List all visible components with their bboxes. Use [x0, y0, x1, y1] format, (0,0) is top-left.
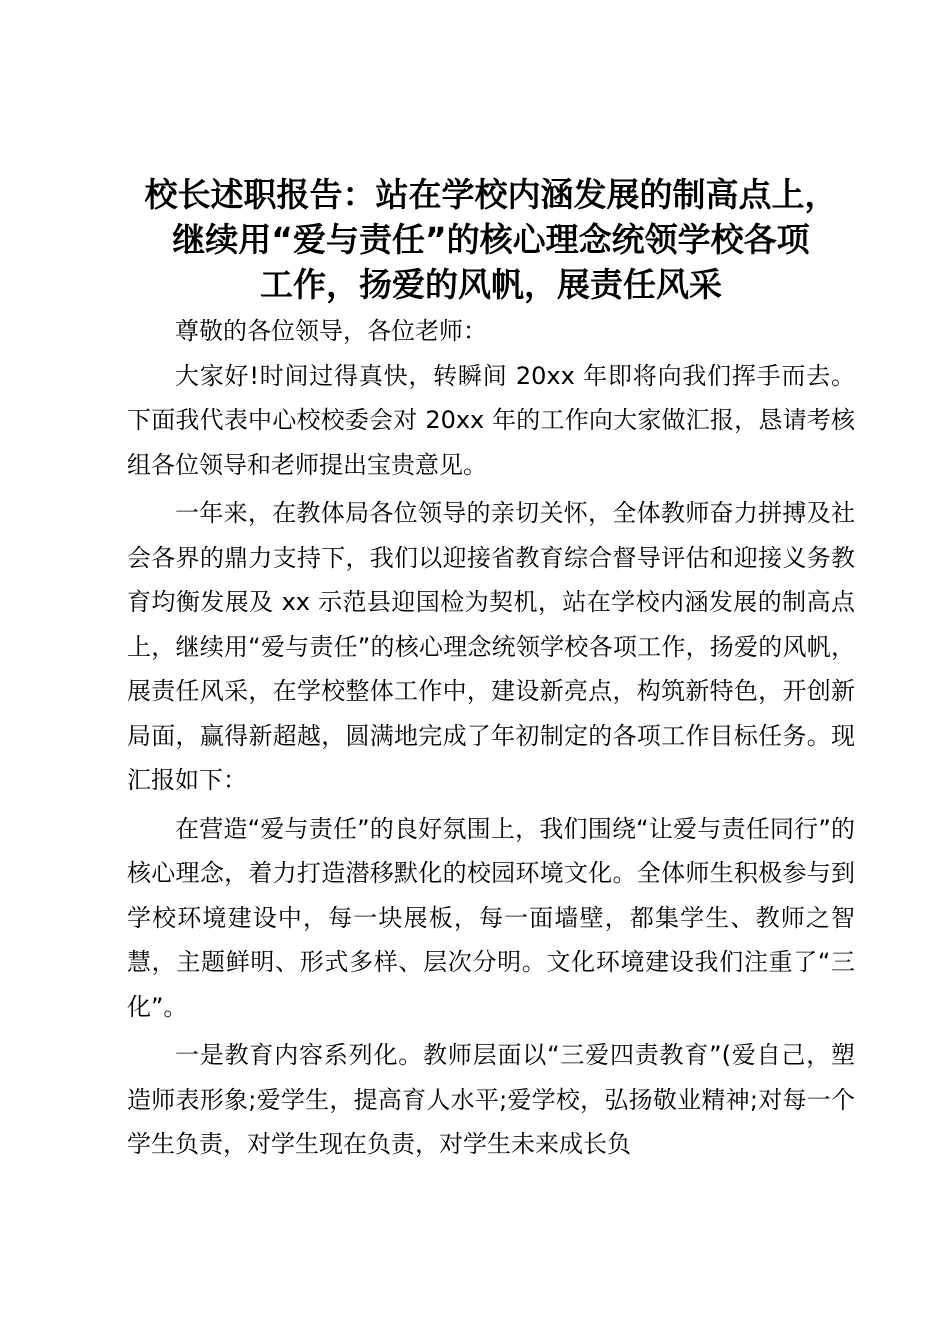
content-series-paragraph: 一是教育内容系列化。教师层面以“三爱四责教育”(爱自己，塑造师表形象;爱学生，提高育人水平;爱学校，弘扬敬业精神;对每一个学生负责，对学生现在负责，对学生未来成长负	[127, 1041, 855, 1158]
title-line-2: 继续用“爱与责任”的核心理念统领学校各项	[172, 220, 810, 259]
overview-paragraph: 一年来，在教体局各位领导的亲切关怀，全体教师奋力拼搏及社会各界的鼎力支持下，我们以迎接省教育综合督导评估和迎接义务教育均衡发展及 xx 示范县迎国检为契机，站在学校内涵发展的制高点上，继续用“爱与责任”的核心理念统领学校各项工作，扬爱的风帆，展责任风采，在学校整体工作中，建设新亮点，构筑新特色，开创新局面，赢得新超越，圆满地完成了年初制定的各项工作目标任务。现汇报如下：	[127, 499, 855, 794]
document-content	[127, 172, 855, 1167]
title-line-1: 校长述职报告：站在学校内涵发展的制高点上，	[144, 175, 838, 214]
title-line-3: 工作，扬爱的风帆，展责任风采	[260, 265, 722, 304]
document-title	[127, 172, 855, 307]
salutation-paragraph: 尊敬的各位领导，各位老师：	[175, 317, 487, 345]
atmosphere-paragraph: 在营造“爱与责任”的良好氛围上，我们围绕“让爱与责任同行”的核心理念，着力打造潜移默化的校园环境文化。全体师生积极参与到学校环境建设中，每一块展板，每一面墙壁，都集学生、教师之智慧，主题鲜明、形式多样、层次分明。文化环境建设我们注重了“三化”。	[127, 814, 855, 1021]
greeting-paragraph: 大家好!时间过得真快，转瞬间 20xx 年即将向我们挥手而去。下面我代表中心校校委会对 20xx 年的工作向大家做汇报，恳请考核组各位领导和老师提出宝贵意见。	[127, 361, 855, 479]
document-body	[127, 309, 855, 1167]
